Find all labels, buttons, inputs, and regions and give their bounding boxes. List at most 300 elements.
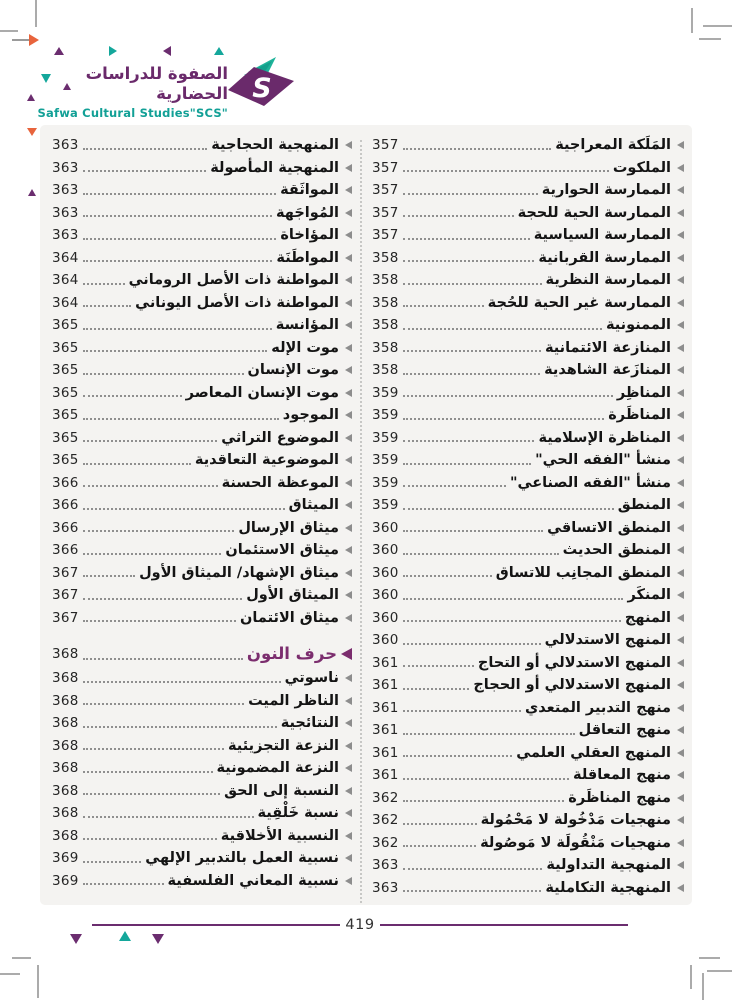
crop-mark [0,30,18,32]
index-entry-row [52,247,352,270]
entry-marker-icon [677,636,684,644]
entry-term: منهج التدبير المتعدي [524,699,671,716]
index-entry-row [372,382,684,405]
index-entry-row [372,449,684,472]
index-entry-row [372,832,684,855]
index-entry-row [372,584,684,607]
entry-marker-icon [677,861,684,869]
left-column-top-entries [52,134,352,629]
dot-leader [83,658,243,660]
crop-mark [699,957,720,959]
entry-term: المنطق الاتساقي [547,519,671,536]
dot-leader [83,328,272,330]
entry-marker-icon [345,764,352,772]
dot-leader [403,215,514,217]
dot-leader [403,643,541,645]
entry-page-number: 360 [372,632,399,649]
dot-leader [83,681,281,683]
entry-marker-icon [677,681,684,689]
entry-page-number: 366 [52,474,79,491]
index-entry-row [52,134,352,157]
entry-marker-icon [677,231,684,239]
crop-mark [691,8,693,33]
entry-term: المنهج الاستدلالي أو الحجاج [473,677,671,694]
entry-term: ناسوتي [284,670,339,687]
entry-page-number: 361 [372,744,399,761]
entry-marker-icon [345,524,352,532]
dot-leader [403,598,624,600]
dot-leader [83,726,277,728]
logo [24,64,228,121]
entry-term: الميثاق الأول [246,587,339,604]
entry-term: منهجيات مَدْخُولة لا مَحْمُولة [480,812,671,829]
entry-term: الموعظة الحسنة [221,474,339,491]
crop-mark [37,965,39,998]
entry-term: ميثاق الإرسال [238,519,339,536]
index-entry-row [52,337,352,360]
dot-leader [83,260,273,262]
entry-term: الممارسة القربانية [538,249,671,266]
index-entry-row [52,449,352,472]
entry-marker-icon [677,659,684,667]
entry-page-number: 368 [52,760,79,777]
entry-term: المواثَقة [280,182,339,199]
entry-page-number: 366 [52,497,79,514]
entry-page-number: 368 [52,715,79,732]
index-left-column [52,134,352,892]
dot-leader [403,688,470,690]
index-entry-row [52,825,352,848]
entry-page-number: 364 [52,294,79,311]
index-entry-row [372,157,684,180]
index-entry-row [52,539,352,562]
entry-page-number: 361 [372,722,399,739]
decor-triangle-icon [214,47,224,55]
section-header-title: حرف النون [246,644,337,663]
dot-leader [83,861,142,863]
index-entry-row [52,494,352,517]
entry-term: منهج المعاقلة [573,767,671,784]
entry-term: المنهج العقلي العلمي [516,744,671,761]
entry-marker-icon [345,411,352,419]
entry-term: منشأ "الفقه الصناعي" [509,474,671,491]
entry-term: المناظرة الإسلامية [538,429,671,446]
index-entry-row [372,314,684,337]
dot-leader [403,553,559,555]
entry-marker-icon [677,884,684,892]
index-entry-row [52,269,352,292]
dot-leader [83,575,135,577]
entry-marker-icon [345,809,352,817]
index-entry-row [372,877,684,900]
entry-term: المنازعة الائتمانية [544,339,671,356]
entry-marker-icon [345,697,352,705]
entry-page-number: 361 [372,767,399,784]
index-entry-row [52,757,352,780]
dot-leader [403,710,521,712]
index-entry-row [52,667,352,690]
entry-page-number: 361 [372,699,399,716]
entry-marker-icon [345,389,352,397]
entry-marker-icon [677,794,684,802]
index-entry-row [52,780,352,803]
entry-page-number: 369 [52,850,79,867]
index-entry-row [52,202,352,225]
dot-leader [403,800,565,802]
index-entry-row [52,607,352,630]
entry-page-number: 367 [52,609,79,626]
dot-leader [403,440,535,442]
dot-leader [403,283,542,285]
index-entry-row [52,847,352,870]
entry-term: موت الإنسان [247,362,339,379]
entry-marker-icon [677,524,684,532]
dot-leader [403,845,476,847]
entry-term: المَلَكة المعراجية [555,137,671,154]
crop-mark [690,965,692,989]
dot-leader [403,350,541,352]
entry-marker-icon [677,389,684,397]
entry-marker-icon [345,209,352,217]
entry-marker-icon [677,299,684,307]
entry-marker-icon [677,164,684,172]
entry-marker-icon [345,276,352,284]
entry-page-number: 365 [52,452,79,469]
entry-marker-icon [345,141,352,149]
entry-term: النتائجية [280,715,339,732]
entry-term: الموجود [282,407,339,424]
entry-marker-icon [345,231,352,239]
entry-term: الممارسة غير الحية للحُجة [487,294,671,311]
entry-term: المواطنة ذات الأصل اليوناني [135,294,339,311]
index-entry-row [372,607,684,630]
entry-marker-icon [345,186,352,194]
entry-page-number: 365 [52,317,79,334]
entry-marker-icon [677,276,684,284]
decor-triangle-icon [54,47,64,55]
index-entry-row [52,517,352,540]
entry-marker-icon [677,546,684,554]
dot-leader [83,170,207,172]
entry-page-number: 368 [52,805,79,822]
index-entry-row [372,562,684,585]
section-header-row [52,641,352,667]
dot-leader [83,883,164,885]
entry-page-number: 367 [52,587,79,604]
dot-leader [403,823,477,825]
entry-marker-icon [677,704,684,712]
index-entry-row [372,674,684,697]
entry-page-number: 368 [52,692,79,709]
entry-page-number: 363 [372,879,399,896]
dot-leader [83,553,222,555]
entry-page-number: 360 [372,519,399,536]
entry-page-number: 361 [372,654,399,671]
entry-marker-icon [345,877,352,885]
entry-marker-icon [677,456,684,464]
dot-leader [403,260,535,262]
entry-marker-icon [345,854,352,862]
index-entry-row [372,202,684,225]
entry-marker-icon [345,546,352,554]
entry-marker-icon [677,434,684,442]
entry-marker-icon [677,726,684,734]
left-column-bottom-entries [52,667,352,892]
entry-page-number: 359 [372,407,399,424]
index-entry-row [52,179,352,202]
entry-marker-icon [677,816,684,824]
index-entry-row [372,404,684,427]
entry-term: المنهج الاستدلالي [544,632,671,649]
decor-dash [12,39,30,41]
entry-term: الملكوت [612,159,671,176]
dot-leader [403,868,543,870]
entry-marker-icon [345,434,352,442]
footer-rule [380,924,628,926]
entry-page-number: 363 [52,227,79,244]
index-entry-row [372,179,684,202]
entry-page-number: 357 [372,182,399,199]
entry-page-number: 357 [372,137,399,154]
entry-term: الموضوعية التعاقدية [194,452,339,469]
decor-triangle-icon [70,934,82,944]
entry-term: المناظِر [616,384,671,401]
dot-leader [83,816,254,818]
entry-marker-icon [345,614,352,622]
logo-mark-icon [226,54,296,108]
dot-leader [83,793,220,795]
dot-leader [83,485,218,487]
entry-term: نسبية المعاني الفلسفية [167,872,339,889]
entry-page-number: 363 [372,857,399,874]
entry-page-number: 369 [52,872,79,889]
entry-term: المنهجية التداولية [546,857,671,874]
entry-page-number: 363 [52,204,79,221]
index-entry-row [372,427,684,450]
decor-triangle-icon [109,46,117,56]
entry-term: منهج المناظَرة [568,789,671,806]
index-entry-row [372,359,684,382]
index-entry-row [372,764,684,787]
entry-marker-icon [345,164,352,172]
dot-leader [83,215,272,217]
entry-marker-icon [677,411,684,419]
dot-leader [83,508,285,510]
entry-marker-icon [345,787,352,795]
entry-term: المنطق المجانِب للاتساق [495,564,671,581]
entry-term: ميثاق الإشهاد/ الميثاق الأول [139,564,339,581]
index-entry-row [52,690,352,713]
dot-leader [403,755,513,757]
entry-marker-icon [677,771,684,779]
entry-page-number: 362 [372,834,399,851]
index-entry-row [52,562,352,585]
entry-term: الممارسة الحية للحجة [517,204,671,221]
index-entry-row [52,359,352,382]
entry-term: المواطنة ذات الأصل الروماني [128,272,339,289]
logo-title-arabic: الصفوة للدراسات الحضارية [85,64,228,103]
index-entry-row [52,712,352,735]
entry-term: المنهج [624,609,671,626]
index-entry-row [372,742,684,765]
entry-term: المُواجَهة [275,204,339,221]
entry-marker-icon [345,591,352,599]
entry-marker-icon [677,839,684,847]
entry-page-number: 367 [52,564,79,581]
entry-page-number: 358 [372,339,399,356]
entry-page-number: 363 [52,159,79,176]
index-entry-row [372,134,684,157]
dot-leader [403,665,474,667]
entry-marker-icon [345,366,352,374]
entry-marker-icon [677,366,684,374]
dot-leader [403,733,575,735]
index-entry-row [52,404,352,427]
dot-leader [403,193,538,195]
page-number: 419 [345,917,375,933]
section-marker-icon [341,648,352,660]
dot-leader [403,620,621,622]
entry-term: المواطَنَة [276,249,339,266]
index-entry-row [372,809,684,832]
entry-marker-icon [345,254,352,262]
entry-term: ميثاق الائتمان [240,609,339,626]
entry-page-number: 364 [52,272,79,289]
dot-leader [83,418,279,420]
entry-marker-icon [345,719,352,727]
entry-page-number: 357 [372,159,399,176]
dot-leader [83,350,268,352]
entry-page-number: 359 [372,384,399,401]
entry-page-number: 362 [372,789,399,806]
entry-page-number: 360 [372,609,399,626]
crop-mark [707,970,732,972]
entry-page-number: 364 [52,249,79,266]
entry-term: المنهجية التكاملية [545,879,671,896]
entry-term: النسبة إلى الحق [224,782,339,799]
dot-leader [83,530,235,532]
entry-page-number: 359 [372,452,399,469]
entry-page-number: 358 [372,317,399,334]
entry-marker-icon [345,501,352,509]
entry-page-number: 366 [52,542,79,559]
entry-marker-icon [345,832,352,840]
index-entry-row [52,427,352,450]
entry-page-number: 368 [52,782,79,799]
entry-page-number: 358 [372,249,399,266]
entry-page-number: 368 [52,827,79,844]
index-entry-row [52,314,352,337]
index-entry-row [372,854,684,877]
entry-marker-icon [345,479,352,487]
entry-term: النزعة التجزيئية [228,737,339,754]
entry-page-number: 363 [52,182,79,199]
entry-marker-icon [677,209,684,217]
entry-page-number: 360 [372,542,399,559]
entry-marker-icon [677,186,684,194]
entry-term: منهجيات مَنْقُولَة لا مَوصُولة [480,834,671,851]
entry-term: المنازَعة الشاهدية [544,362,671,379]
dot-leader [403,463,531,465]
entry-page-number: 358 [372,294,399,311]
dot-leader [403,890,542,892]
decor-triangle-icon [163,46,171,56]
entry-marker-icon [345,321,352,329]
entry-term: النسبية الأخلاقية [220,827,339,844]
entry-marker-icon [345,674,352,682]
entry-term: الميثاق [288,497,339,514]
index-entry-row [372,247,684,270]
entry-page-number: 360 [372,587,399,604]
dot-leader [403,418,605,420]
entry-page-number: 365 [52,384,79,401]
dot-leader [83,463,191,465]
column-divider [360,140,362,903]
entry-page-number: 357 [372,204,399,221]
footer-rule [92,924,340,926]
entry-page-number: 359 [372,497,399,514]
page-footer [92,916,628,934]
entry-page-number: 359 [372,429,399,446]
entry-term: الممنونية [605,317,671,334]
entry-page-number: 358 [372,362,399,379]
decor-triangle-icon [152,934,164,944]
entry-term: المناظَرة [608,407,671,424]
dot-leader [83,395,182,397]
dot-leader [83,193,276,195]
index-entry-row [372,292,684,315]
entry-term: منهج التعاقل [578,722,671,739]
dot-leader [403,575,492,577]
crop-mark [0,973,20,975]
entry-marker-icon [677,614,684,622]
entry-term: موت الإنسان المعاصر [185,384,339,401]
index-entry-row [372,629,684,652]
dot-leader [83,373,244,375]
entry-term: ميثاق الاستئمان [225,542,339,559]
entry-term: المنطق الحديث [562,542,671,559]
index-entry-row [52,292,352,315]
entry-marker-icon [677,749,684,757]
dot-leader [83,838,217,840]
index-entry-row [372,787,684,810]
decor-triangle-icon [29,34,39,46]
entry-term: موت الإله [271,339,339,356]
dot-leader [403,238,530,240]
index-entry-row [372,652,684,675]
entry-term: المنكَر [627,587,671,604]
dot-leader [403,395,613,397]
index-entry-row [372,337,684,360]
index-entry-row [52,735,352,758]
index-entry-row [372,719,684,742]
entry-term: المنهجية المأصولة [210,159,339,176]
entry-marker-icon [677,501,684,509]
dot-leader [83,703,244,705]
dot-leader [403,170,609,172]
index-entry-row [372,494,684,517]
entry-term: المنطق [617,497,671,514]
entry-page-number: 368 [52,670,79,687]
entry-term: منشأ "الفقه الحي" [535,452,671,469]
dot-leader [403,530,543,532]
crop-mark [35,0,37,27]
entry-page-number: 365 [52,339,79,356]
entry-marker-icon [677,569,684,577]
entry-page-number: 361 [372,677,399,694]
entry-term: الناظر الميت [248,692,339,709]
entry-term: نسبية العمل بالتدبير الإلهي [145,850,339,867]
